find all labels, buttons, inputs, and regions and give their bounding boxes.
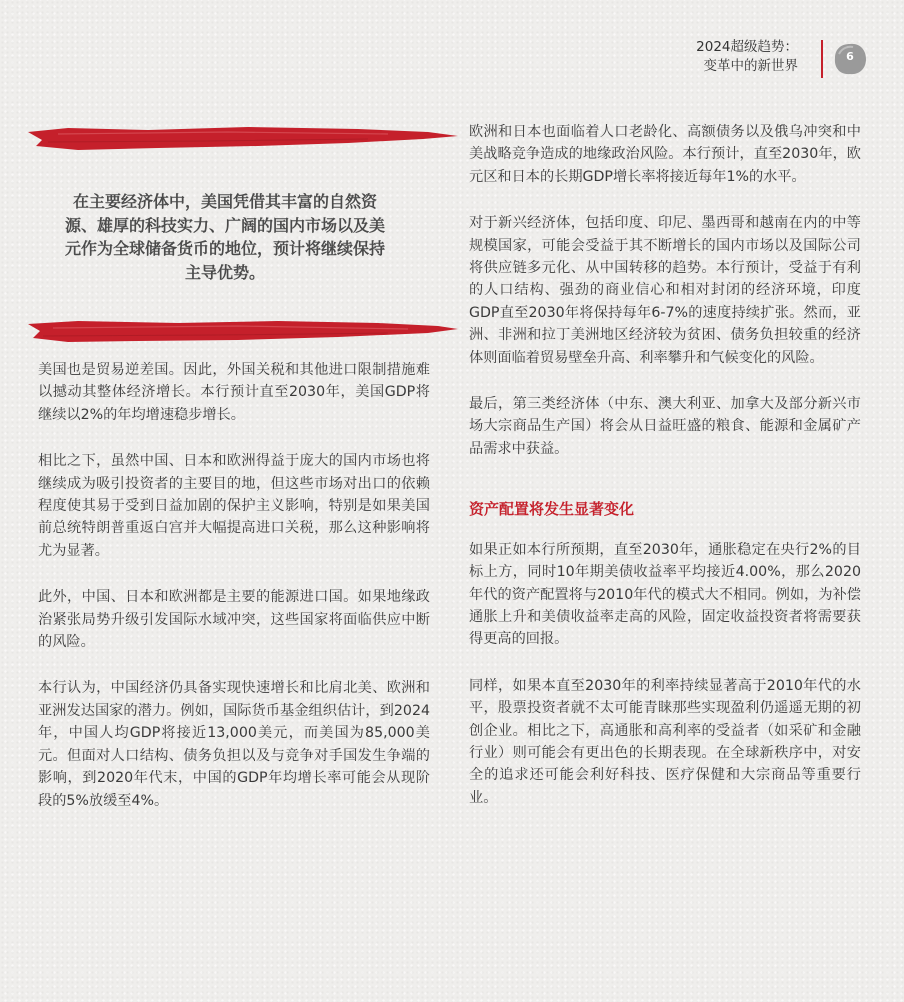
right-column xyxy=(469,121,861,833)
paragraph: 如果正如本行所预期，直至2030年，通胀稳定在央行2%的目标上方，同时10年期美债收益率平均接近4.00%，那么2020年代的资产配置将与2010年代的模式大不相同。例如，为补偿通胀上升和美债收益率走高的风险，固定收益投资者将需要获得更高的回报。 xyxy=(469,541,861,648)
paragraph: 同样，如果本直至2030年的利率持续显著高于2010年代的水平，股票投资者就不太可能青睐那些实现盈利仍遥遥无期的初创企业。相比之下，高通胀和高利率的受益者（如采矿和金融行业）则可能会有更出色的长期表现。在全球新秩序中，对安全的追求还可能会利好科技、医疗保健和大宗商品等重要行业。 xyxy=(469,677,861,806)
left-column xyxy=(38,359,430,836)
red-brush-stroke-top xyxy=(28,124,458,154)
header-divider xyxy=(821,40,823,78)
header-title-line1: 2024超级趋势： xyxy=(696,39,798,55)
paragraph: 此外，中国、日本和欧洲都是主要的能源进口国。如果地缘政治紧张局势升级引发国际水域冲突，这些国家将面临供应中断的风险。 xyxy=(38,589,430,651)
header-title-line2: 变革中的新世界 xyxy=(703,58,798,74)
paragraph: 本行认为，中国经济仍具备实现快速增长和比肩北美、欧洲和亚洲发达国家的潜力。例如，国际货币基金组织估计，到2024年，中国人均GDP将接近13,000美元，而美国为85,000美元。但面对人口结构、债务负担以及与竞争对手国发生争端的影响，到2020年代末，中国的GDP年均增长率可能会从现阶段的5%放缓至4%。 xyxy=(38,680,430,809)
red-brush-stroke-bottom xyxy=(28,317,458,347)
page-number: 6 xyxy=(846,50,854,63)
paragraph: 相比之下，虽然中国、日本和欧洲得益于庞大的国内市场也将继续成为吸引投资者的主要目的地，但这些市场对出口的依赖程度使其易于受到日益加剧的保护主义影响，特别是如果美国前总统特朗普重返白宫并大幅提高进口关税，那么这种影响将尤为显著。 xyxy=(38,453,430,559)
running-header xyxy=(598,38,798,76)
pull-quote: 在主要经济体中，美国凭借其丰富的自然资源、雄厚的科技实力、广阔的国内市场以及美元作为全球储备货币的地位，预计将继续保持主导优势。 xyxy=(64,192,385,282)
paragraph: 最后，第三类经济体（中东、澳大利亚、加拿大及部分新兴市场大宗商品生产国）将会从日益旺盛的粮食、能源和金属矿产品需求中获益。 xyxy=(469,396,861,457)
page-number-badge xyxy=(833,42,867,76)
section-heading: 资产配置将发生显著变化 xyxy=(469,500,635,519)
paragraph: 美国也是贸易逆差国。因此，外国关税和其他进口限制措施难以撼动其整体经济增长。本行预计直至2030年，美国GDP将继续以2%的年均增速稳步增长。 xyxy=(38,362,430,423)
paragraph: 欧洲和日本也面临着人口老龄化、高额债务以及俄乌冲突和中美战略竞争造成的地缘政治风险。本行预计，直至2030年，欧元区和日本的长期GDP增长率将接近每年1%的水平。 xyxy=(469,124,861,185)
paragraph: 对于新兴经济体，包括印度、印尼、墨西哥和越南在内的中等规模国家，可能会受益于其不断增长的国内市场以及国际公司将供应链多元化、从中国转移的趋势。本行预计，受益于有利的人口结构、强劲的商业信心和相对封闭的经济环境，印度GDP直至2030年将保持每年6-7%的速度持续扩张。然而，亚洲、非洲和拉丁美洲地区经济较为贫困、债务负担较重的经济体则面临着贸易壁垒升高、利率攀升和气候变化的风险。 xyxy=(469,215,861,366)
